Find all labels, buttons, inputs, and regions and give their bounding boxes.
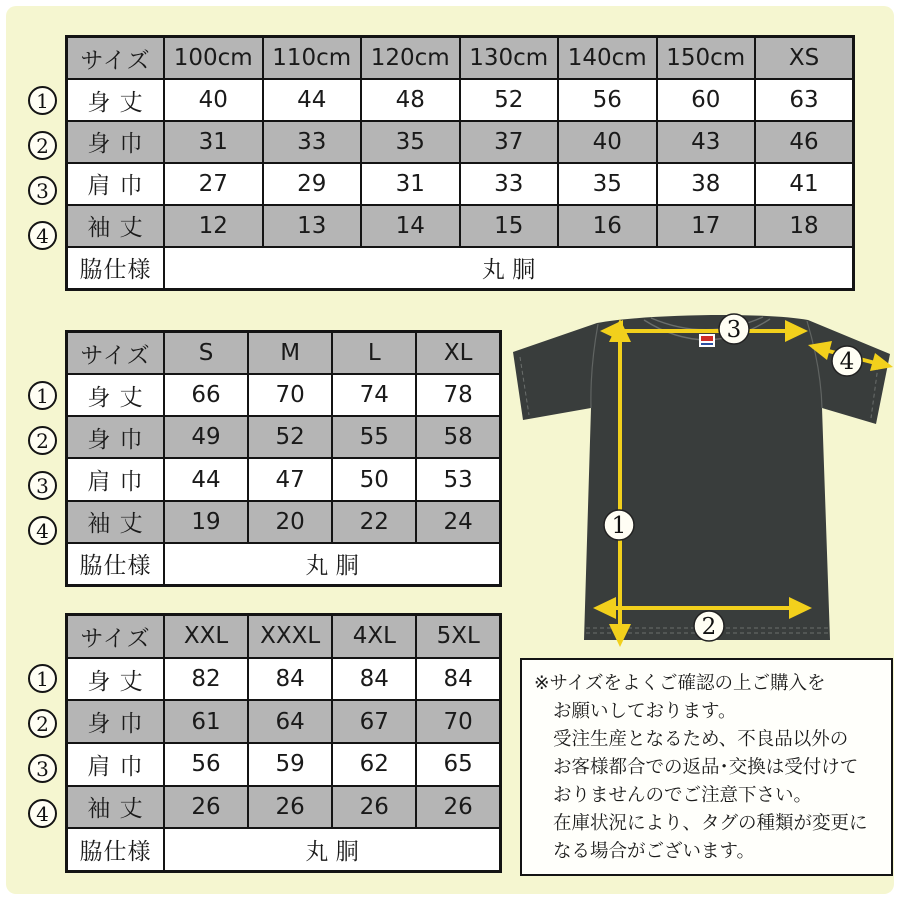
measurement-value: 52: [248, 416, 332, 458]
mark-1: 1: [611, 513, 627, 539]
note-line: 受注生産となるため、不良品以外の: [553, 729, 849, 750]
measurement-value: 27: [164, 163, 263, 205]
measurement-label: 身 巾: [67, 700, 165, 743]
measurement-value: 40: [558, 121, 657, 163]
measurement-label: 身 丈: [67, 658, 165, 701]
measurement-value: 66: [164, 374, 248, 416]
measurement-value: 26: [164, 786, 248, 829]
size-column-header: XL: [416, 332, 500, 375]
note-line: おりませんのでご注意下さい。: [553, 785, 813, 806]
measurement-value: 56: [164, 743, 248, 786]
measurement-label: 肩 巾: [67, 743, 165, 786]
measurement-value: 26: [248, 786, 332, 829]
measure-mark-1: 1: [28, 664, 57, 693]
measurement-value: 40: [164, 79, 263, 121]
measurement-value: 70: [416, 700, 500, 743]
measurement-value: 62: [332, 743, 416, 786]
size-header-label: サイズ: [67, 615, 165, 658]
measurement-value: 44: [164, 458, 248, 500]
measurement-value: 35: [361, 121, 460, 163]
kids-size-table: [65, 35, 855, 291]
side-spec-row: [67, 543, 501, 586]
measurement-value: 78: [416, 374, 500, 416]
measurement-value: 46: [755, 121, 854, 163]
side-spec-label: 脇仕様: [67, 828, 165, 871]
tshirt-measurement-diagram: [505, 308, 895, 656]
measurement-value: 55: [332, 416, 416, 458]
side-spec-label: 脇仕様: [67, 247, 165, 290]
size-column-header: 120cm: [361, 37, 460, 80]
plus-size-table: [65, 613, 502, 873]
measurement-row: [67, 700, 501, 743]
measurement-value: 13: [263, 205, 362, 247]
page-background: [6, 6, 894, 894]
measurement-row: [67, 743, 501, 786]
size-column-header: XS: [755, 37, 854, 80]
size-column-header: S: [164, 332, 248, 375]
measurement-row: [67, 658, 501, 701]
measurement-value: 18: [755, 205, 854, 247]
measurement-value: 15: [460, 205, 559, 247]
measure-mark-4: 4: [28, 799, 57, 828]
measurement-row: [67, 374, 501, 416]
mark-2: 2: [701, 614, 717, 640]
measure-mark-1: 1: [28, 381, 57, 410]
measure-mark-3: 3: [28, 471, 57, 500]
measurement-value: 44: [263, 79, 362, 121]
measurement-label: 袖 丈: [67, 501, 165, 543]
measurement-value: 20: [248, 501, 332, 543]
measure-mark-4: 4: [28, 516, 57, 545]
measurement-value: 67: [332, 700, 416, 743]
measurement-value: 56: [558, 79, 657, 121]
side-spec-row: [67, 828, 501, 871]
side-spec-value: 丸 胴: [164, 543, 501, 586]
measurement-value: 22: [332, 501, 416, 543]
plus-measure-marks: [28, 664, 57, 828]
measurement-row: [67, 501, 501, 543]
measurement-value: 35: [558, 163, 657, 205]
size-header-label: サイズ: [67, 332, 165, 375]
size-column-header: 4XL: [332, 615, 416, 658]
size-column-header: 100cm: [164, 37, 263, 80]
measurement-value: 58: [416, 416, 500, 458]
brand-tag: [699, 334, 715, 347]
measurement-value: 74: [332, 374, 416, 416]
measurement-row: [67, 416, 501, 458]
measurement-value: 26: [332, 786, 416, 829]
mark-4: 4: [839, 349, 855, 375]
measurement-value: 14: [361, 205, 460, 247]
measurement-value: 61: [164, 700, 248, 743]
measurement-value: 82: [164, 658, 248, 701]
measurement-value: 19: [164, 501, 248, 543]
measurement-value: 48: [361, 79, 460, 121]
measurement-row: [67, 458, 501, 500]
measurement-value: 24: [416, 501, 500, 543]
note-line: お願いしております。: [553, 701, 737, 722]
measurement-value: 60: [657, 79, 756, 121]
measurement-value: 31: [361, 163, 460, 205]
measurement-value: 70: [248, 374, 332, 416]
measurement-value: 52: [460, 79, 559, 121]
side-spec-label: 脇仕様: [67, 543, 165, 586]
measurement-value: 31: [164, 121, 263, 163]
measurement-value: 49: [164, 416, 248, 458]
size-column-header: L: [332, 332, 416, 375]
side-spec-value: 丸 胴: [164, 828, 501, 871]
note-line: ※サイズをよくご確認の上ご購入を: [534, 673, 826, 694]
measurement-row: [67, 163, 854, 205]
kids-measure-marks: [28, 86, 57, 250]
measurement-value: 84: [248, 658, 332, 701]
measure-mark-2: 2: [28, 131, 57, 160]
measurement-label: 袖 丈: [67, 786, 165, 829]
measure-mark-1: 1: [28, 86, 57, 115]
measure-mark-4: 4: [28, 221, 57, 250]
measurement-value: 84: [332, 658, 416, 701]
measurement-label: 袖 丈: [67, 205, 165, 247]
side-spec-row: [67, 247, 854, 290]
measure-mark-2: 2: [28, 426, 57, 455]
measurement-value: 53: [416, 458, 500, 500]
size-header-label: サイズ: [67, 37, 165, 80]
adult-measure-marks: [28, 381, 57, 545]
measurement-value: 16: [558, 205, 657, 247]
measurement-value: 17: [657, 205, 756, 247]
measurement-value: 38: [657, 163, 756, 205]
size-column-header: XXXL: [248, 615, 332, 658]
measurement-row: [67, 205, 854, 247]
measurement-label: 身 巾: [67, 416, 165, 458]
measurement-value: 65: [416, 743, 500, 786]
size-column-header: 5XL: [416, 615, 500, 658]
measurement-value: 50: [332, 458, 416, 500]
measure-mark-3: 3: [28, 176, 57, 205]
adult-size-table: [65, 330, 502, 587]
size-column-header: 140cm: [558, 37, 657, 80]
measurement-value: 41: [755, 163, 854, 205]
measurement-value: 12: [164, 205, 263, 247]
measurement-value: 37: [460, 121, 559, 163]
size-column-header: M: [248, 332, 332, 375]
measurement-row: [67, 79, 854, 121]
measurement-label: 肩 巾: [67, 458, 165, 500]
size-column-header: 150cm: [657, 37, 756, 80]
note-line: 在庫状況により、タグの種類が変更に: [553, 813, 868, 834]
measurement-row: [67, 786, 501, 829]
size-column-header: XXL: [164, 615, 248, 658]
measurement-label: 身 丈: [67, 79, 165, 121]
mark-3: 3: [726, 317, 742, 343]
side-spec-value: 丸 胴: [164, 247, 854, 290]
size-column-header: 110cm: [263, 37, 362, 80]
note-line: なる場合がございます。: [553, 841, 756, 862]
note-line: お客様都合での返品･交換は受付けて: [553, 757, 859, 778]
measurement-value: 84: [416, 658, 500, 701]
size-column-header: 130cm: [460, 37, 559, 80]
measurement-value: 43: [657, 121, 756, 163]
measurement-value: 47: [248, 458, 332, 500]
measurement-label: 身 巾: [67, 121, 165, 163]
measurement-label: 身 丈: [67, 374, 165, 416]
measurement-value: 33: [263, 121, 362, 163]
measurement-value: 26: [416, 786, 500, 829]
measurement-row: [67, 121, 854, 163]
measurement-label: 肩 巾: [67, 163, 165, 205]
measure-mark-2: 2: [28, 709, 57, 738]
measure-mark-3: 3: [28, 754, 57, 783]
purchase-note-box: [520, 658, 893, 876]
measurement-value: 59: [248, 743, 332, 786]
measurement-value: 33: [460, 163, 559, 205]
measurement-value: 29: [263, 163, 362, 205]
measurement-value: 63: [755, 79, 854, 121]
measurement-value: 64: [248, 700, 332, 743]
